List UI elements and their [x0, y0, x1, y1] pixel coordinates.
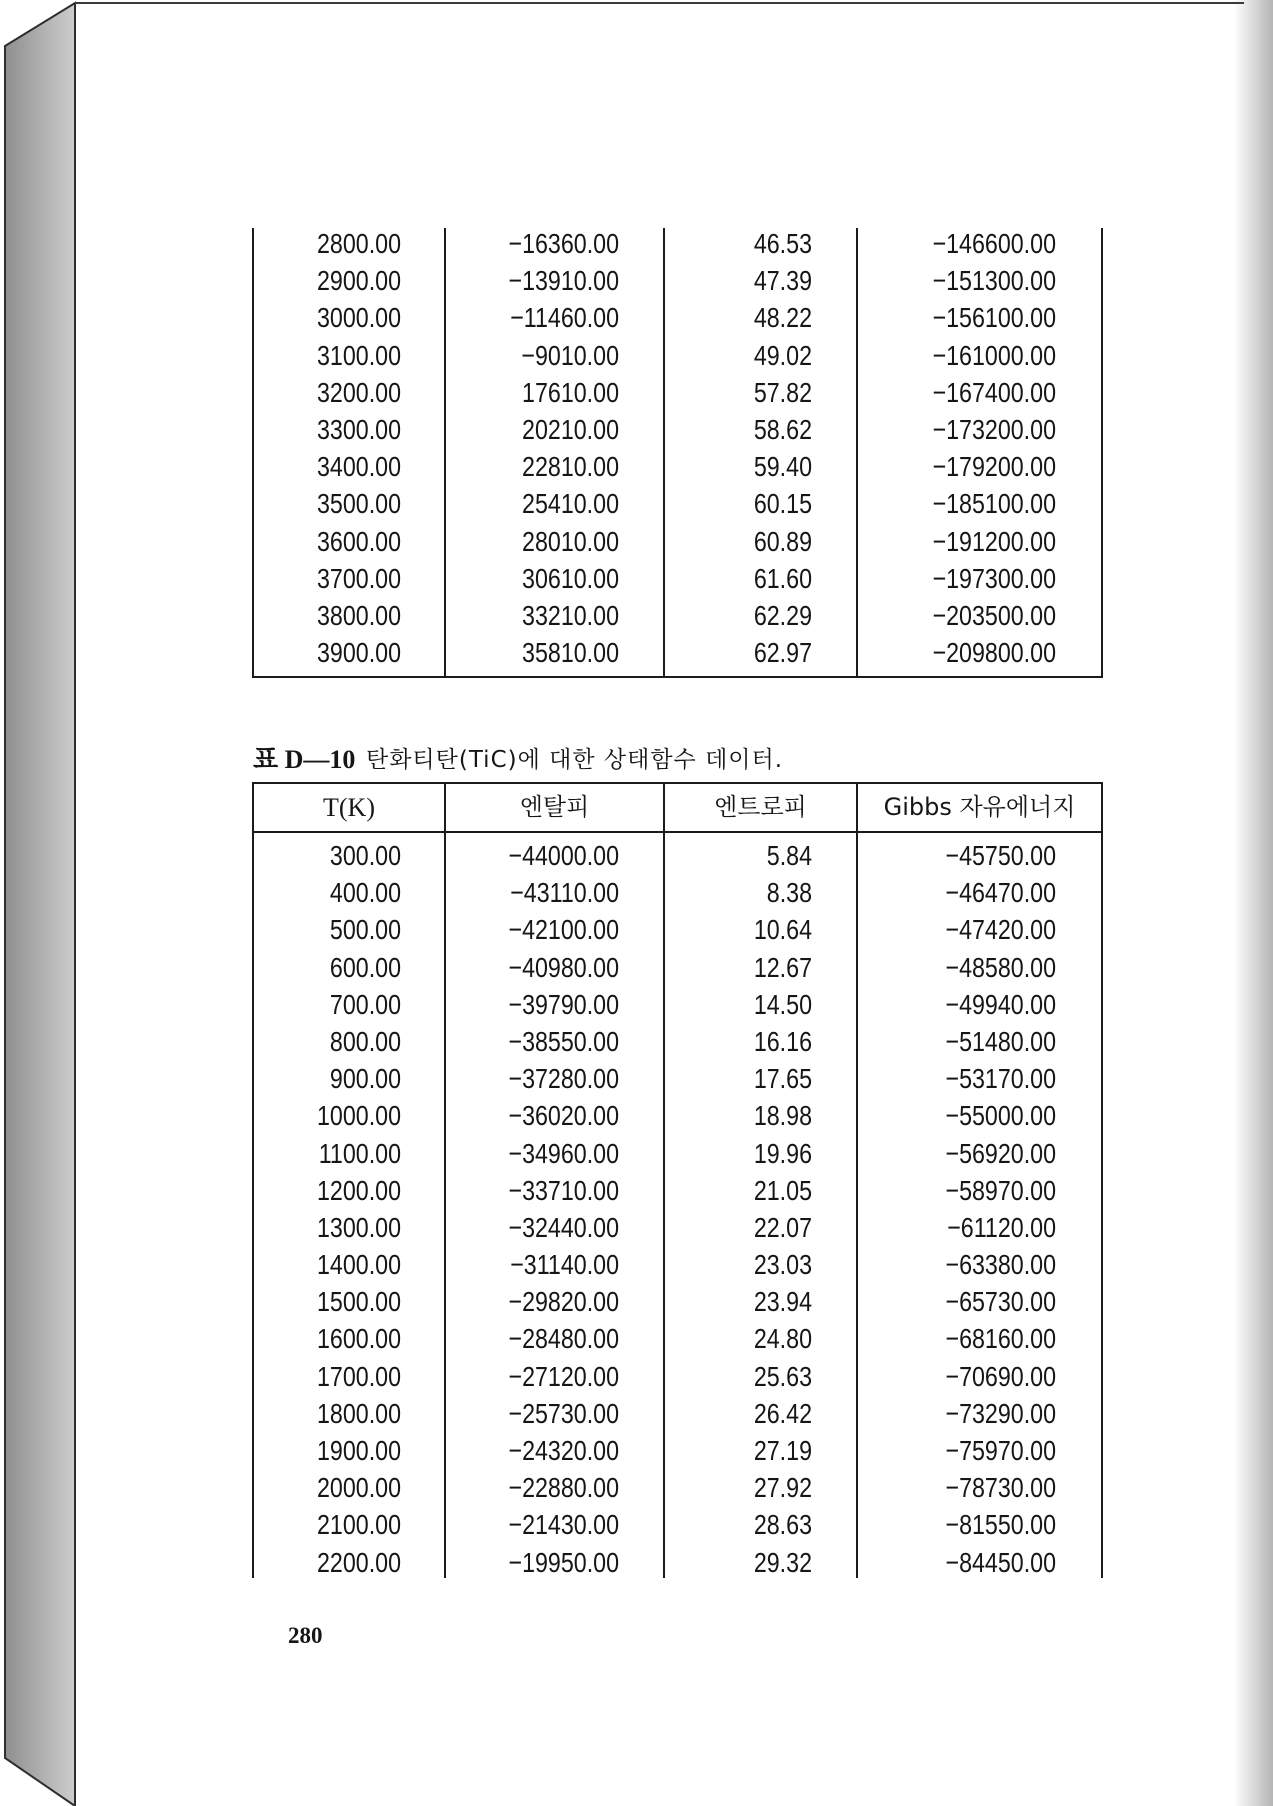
- cell-gibbs-energy: −53170.00: [945, 1063, 1056, 1095]
- cell-temperature: 1400.00: [316, 1249, 401, 1281]
- cell-gibbs-energy: −70690.00: [945, 1360, 1056, 1392]
- table-row: [0, 485, 1273, 522]
- table-row: [0, 523, 1273, 560]
- table-row: [0, 299, 1273, 336]
- cell-enthalpy: −43110.00: [510, 877, 619, 909]
- cell-gibbs-energy: −58970.00: [945, 1174, 1056, 1206]
- cell-entropy: 17.65: [753, 1063, 812, 1095]
- cell-gibbs-energy: −185100.00: [932, 488, 1056, 520]
- cell-gibbs-energy: −61120.00: [947, 1211, 1056, 1243]
- table-row: [0, 374, 1273, 411]
- table-row: [0, 1246, 1273, 1283]
- cell-temperature: 2800.00: [316, 228, 401, 259]
- cell-enthalpy: −29820.00: [508, 1286, 619, 1318]
- cell-enthalpy: −16360.00: [508, 228, 619, 259]
- table-row: [0, 1209, 1273, 1246]
- cell-entropy: 26.42: [753, 1397, 812, 1429]
- cell-gibbs-energy: −161000.00: [932, 339, 1056, 371]
- cell-gibbs-energy: −146600.00: [932, 228, 1056, 259]
- cell-enthalpy: 35810.00: [522, 637, 619, 669]
- cell-gibbs-energy: −78730.00: [945, 1472, 1056, 1504]
- cell-gibbs-energy: −55000.00: [945, 1100, 1056, 1132]
- cell-temperature: 800.00: [329, 1025, 401, 1057]
- cell-enthalpy: −19950.00: [508, 1546, 619, 1578]
- table-row: [0, 1172, 1273, 1209]
- table-row: [0, 1023, 1273, 1060]
- cell-enthalpy: 25410.00: [522, 488, 619, 520]
- cell-temperature: 1100.00: [318, 1137, 401, 1169]
- cell-entropy: 16.16: [753, 1025, 812, 1057]
- cell-temperature: 1200.00: [316, 1174, 401, 1206]
- cell-temperature: 900.00: [329, 1063, 401, 1095]
- cell-entropy: 47.39: [753, 265, 812, 297]
- cell-temperature: 2100.00: [316, 1509, 401, 1541]
- cell-enthalpy: 28010.00: [522, 525, 619, 557]
- cell-entropy: 21.05: [753, 1174, 812, 1206]
- table-row: [0, 1469, 1273, 1506]
- cell-gibbs-energy: −65730.00: [945, 1286, 1056, 1318]
- cell-temperature: 1500.00: [316, 1286, 401, 1318]
- cell-entropy: 49.02: [753, 339, 812, 371]
- cell-temperature: 2000.00: [316, 1472, 401, 1504]
- cell-entropy: 25.63: [753, 1360, 812, 1392]
- cell-gibbs-energy: −46470.00: [945, 877, 1056, 909]
- cell-enthalpy: −13910.00: [508, 265, 619, 297]
- table-row: [0, 560, 1273, 597]
- header-temperature: T(K): [323, 793, 375, 822]
- header-gibbs-energy: Gibbs 자유에너지: [883, 793, 1076, 821]
- table-row: [0, 911, 1273, 948]
- cell-gibbs-energy: −75970.00: [945, 1435, 1056, 1466]
- cell-gibbs-energy: −81550.00: [945, 1509, 1056, 1541]
- table-row: [0, 337, 1273, 374]
- cell-enthalpy: −33710.00: [508, 1174, 619, 1206]
- cell-temperature: 3400.00: [316, 451, 401, 483]
- cell-enthalpy: −44000.00: [508, 840, 619, 871]
- cell-temperature: 3200.00: [316, 376, 401, 408]
- table-row: [0, 634, 1273, 671]
- cell-gibbs-energy: −151300.00: [932, 265, 1056, 297]
- cell-temperature: 3900.00: [316, 637, 401, 669]
- cell-temperature: 3000.00: [316, 302, 401, 334]
- cell-temperature: 1000.00: [316, 1100, 401, 1132]
- cell-gibbs-energy: −203500.00: [932, 599, 1056, 631]
- cell-entropy: 10.64: [753, 914, 812, 946]
- cell-gibbs-energy: −173200.00: [932, 413, 1056, 445]
- table-row: [0, 986, 1273, 1023]
- table-row: [0, 837, 1273, 874]
- header-enthalpy: 엔탈피: [519, 793, 590, 821]
- cell-gibbs-energy: −191200.00: [932, 525, 1056, 557]
- cell-temperature: 3100.00: [316, 339, 401, 371]
- cell-temperature: 3500.00: [316, 488, 401, 520]
- cell-enthalpy: −32440.00: [508, 1211, 619, 1243]
- table-row: [0, 225, 1273, 262]
- table-row: [0, 1135, 1273, 1172]
- table-row: [0, 597, 1273, 634]
- table-caption-label: 표 D—10: [253, 745, 356, 774]
- cell-gibbs-energy: −47420.00: [945, 914, 1056, 946]
- cell-temperature: 1700.00: [316, 1360, 401, 1392]
- cell-enthalpy: −39790.00: [508, 988, 619, 1020]
- table-row: [0, 1432, 1273, 1469]
- cell-gibbs-energy: −209800.00: [932, 637, 1056, 669]
- cell-gibbs-energy: −179200.00: [932, 451, 1056, 483]
- cell-temperature: 2200.00: [316, 1546, 401, 1578]
- table-row: [0, 1358, 1273, 1395]
- cell-entropy: 23.94: [753, 1286, 812, 1318]
- table-row: [0, 1395, 1273, 1432]
- cell-gibbs-energy: −167400.00: [932, 376, 1056, 408]
- cell-enthalpy: −34960.00: [508, 1137, 619, 1169]
- cell-enthalpy: 20210.00: [522, 413, 619, 445]
- table-row: [0, 1506, 1273, 1543]
- cell-enthalpy: −31140.00: [510, 1249, 619, 1281]
- cell-enthalpy: −21430.00: [508, 1509, 619, 1541]
- cell-enthalpy: −38550.00: [508, 1025, 619, 1057]
- cell-temperature: 1600.00: [316, 1323, 401, 1355]
- cell-enthalpy: −42100.00: [508, 914, 619, 946]
- table-body: [0, 225, 1273, 671]
- cell-temperature: 2900.00: [316, 265, 401, 297]
- cell-enthalpy: −27120.00: [508, 1360, 619, 1392]
- table-caption-text: 탄화티탄(TiC)에 대한 상태함수 데이터.: [366, 747, 784, 773]
- cell-enthalpy: −25730.00: [508, 1397, 619, 1429]
- cell-gibbs-energy: −197300.00: [932, 562, 1056, 594]
- table-row: [0, 411, 1273, 448]
- cell-entropy: 27.92: [753, 1472, 812, 1504]
- cell-gibbs-energy: −156100.00: [932, 302, 1056, 334]
- cell-temperature: 500.00: [329, 914, 401, 946]
- table-row: [0, 949, 1273, 986]
- cell-temperature: 3600.00: [316, 525, 401, 557]
- cell-entropy: 61.60: [753, 562, 812, 594]
- cell-entropy: 29.32: [753, 1546, 812, 1578]
- cell-enthalpy: 22810.00: [522, 451, 619, 483]
- cell-entropy: 62.29: [753, 599, 812, 631]
- table-row: [0, 874, 1273, 911]
- cell-enthalpy: −40980.00: [508, 951, 619, 983]
- cell-gibbs-energy: −51480.00: [945, 1025, 1056, 1057]
- cell-temperature: 700.00: [329, 988, 401, 1020]
- table-row: [0, 1097, 1273, 1134]
- cell-enthalpy: 17610.00: [522, 376, 619, 408]
- cell-temperature: 1300.00: [316, 1211, 401, 1243]
- cell-temperature: 600.00: [329, 951, 401, 983]
- cell-gibbs-energy: −56920.00: [945, 1137, 1056, 1169]
- cell-gibbs-energy: −49940.00: [945, 988, 1056, 1020]
- table-row: [0, 448, 1273, 485]
- cell-entropy: 46.53: [753, 228, 812, 259]
- cell-entropy: 8.38: [766, 877, 812, 909]
- cell-enthalpy: −9010.00: [521, 339, 619, 371]
- cell-entropy: 5.84: [766, 840, 812, 871]
- cell-entropy: 58.62: [753, 413, 812, 445]
- cell-enthalpy: −11460.00: [510, 302, 619, 334]
- cell-enthalpy: −28480.00: [508, 1323, 619, 1355]
- cell-entropy: 27.19: [753, 1435, 812, 1466]
- cell-temperature: 1900.00: [316, 1435, 401, 1466]
- table-body: [0, 837, 1273, 1581]
- cell-entropy: 60.15: [753, 488, 812, 520]
- cell-enthalpy: −24320.00: [508, 1435, 619, 1466]
- cell-gibbs-energy: −63380.00: [945, 1249, 1056, 1281]
- table-row: [0, 1544, 1273, 1581]
- cell-gibbs-energy: −73290.00: [945, 1397, 1056, 1429]
- cell-entropy: 28.63: [753, 1509, 812, 1541]
- cell-enthalpy: −22880.00: [508, 1472, 619, 1504]
- cell-gibbs-energy: −68160.00: [945, 1323, 1056, 1355]
- table-row: [0, 262, 1273, 299]
- cell-entropy: 19.96: [753, 1137, 812, 1169]
- table-header-rule: [252, 831, 1103, 833]
- cell-temperature: 1800.00: [316, 1397, 401, 1429]
- table-row: [0, 1320, 1273, 1357]
- cell-entropy: 62.97: [753, 637, 812, 669]
- cell-entropy: 57.82: [753, 376, 812, 408]
- table-row: [0, 1283, 1273, 1320]
- table-row: [0, 1060, 1273, 1097]
- cell-enthalpy: 33210.00: [522, 599, 619, 631]
- page-number: 280: [288, 1623, 323, 1648]
- cell-entropy: 12.67: [753, 951, 812, 983]
- cell-temperature: 3800.00: [316, 599, 401, 631]
- cell-gibbs-energy: −48580.00: [945, 951, 1056, 983]
- cell-entropy: 24.80: [753, 1323, 812, 1355]
- cell-entropy: 23.03: [753, 1249, 812, 1281]
- cell-entropy: 18.98: [753, 1100, 812, 1132]
- cell-gibbs-energy: −45750.00: [945, 840, 1056, 871]
- cell-enthalpy: −36020.00: [508, 1100, 619, 1132]
- cell-entropy: 14.50: [753, 988, 812, 1020]
- cell-temperature: 300.00: [329, 840, 401, 871]
- cell-gibbs-energy: −84450.00: [945, 1546, 1056, 1578]
- cell-temperature: 3300.00: [316, 413, 401, 445]
- cell-entropy: 22.07: [753, 1211, 812, 1243]
- cell-entropy: 48.22: [753, 302, 812, 334]
- cell-enthalpy: −37280.00: [508, 1063, 619, 1095]
- cell-temperature: 400.00: [329, 877, 401, 909]
- header-entropy: 엔트로피: [714, 793, 807, 821]
- cell-entropy: 59.40: [753, 451, 812, 483]
- cell-temperature: 3700.00: [316, 562, 401, 594]
- cell-enthalpy: 30610.00: [522, 562, 619, 594]
- table-bottom-rule: [252, 676, 1103, 678]
- cell-entropy: 60.89: [753, 525, 812, 557]
